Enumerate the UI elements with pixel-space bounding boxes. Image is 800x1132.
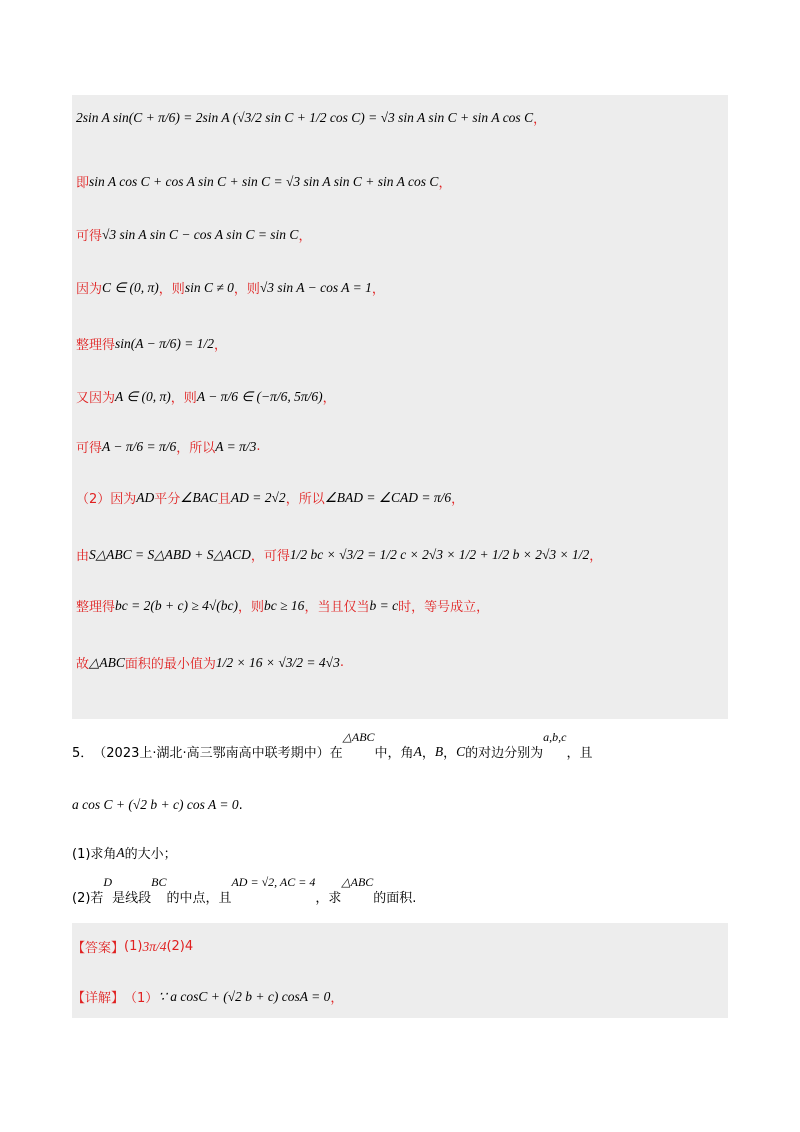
question-5-part-1	[72, 843, 177, 862]
math-expression: √3 sin A − cos A = 1	[259, 279, 372, 295]
math-expression: bc = 2(b + c) ≥ 4√(bc)	[115, 597, 239, 613]
text: 又因为	[76, 391, 116, 406]
punct: ，	[298, 229, 312, 244]
math-expression: sin C ≠ 0	[184, 279, 234, 295]
punct: ，	[322, 391, 336, 406]
math-expression: △ABC	[341, 875, 374, 889]
text: 的中点，且	[166, 891, 232, 906]
punct: ，	[330, 991, 344, 1006]
math-expression: AD = 2√2	[230, 489, 286, 505]
math-expression: sin(A − π/6) = 1/2	[115, 335, 214, 351]
punct: ，	[421, 746, 435, 761]
text: 面积的最小值为	[124, 657, 216, 672]
solution-line-7	[76, 437, 261, 456]
math-expression: a cos C + (√2 b + c) cos A = 0	[72, 797, 239, 812]
text: （2）因为	[76, 492, 137, 507]
text: 故	[76, 657, 90, 672]
text: 的对边分别为	[465, 746, 544, 761]
text: 且	[217, 492, 231, 507]
math-expression: △ABC	[89, 654, 125, 670]
math-expression: △ABC	[342, 730, 375, 744]
math-expression: ∠BAC	[180, 489, 218, 505]
math-expression: A − π/6 ∈ (−π/6, 5π/6)	[196, 388, 323, 404]
text: ，则	[238, 600, 265, 615]
math-expression: ∵ a cosC + (√2 b + c) cosA = 0	[158, 988, 331, 1004]
math-expression: AD = √2, AC = 4	[231, 875, 316, 889]
text: 可得	[76, 229, 103, 244]
math-expression: AD	[136, 489, 155, 505]
text: 即	[76, 176, 90, 191]
punct: ，	[589, 549, 603, 564]
punct: ，	[451, 492, 465, 507]
text: (2)若	[72, 891, 104, 906]
text: 因为	[76, 282, 103, 297]
math-expression: A − π/6 = π/6	[102, 438, 177, 454]
detail-label: 【详解】	[72, 991, 125, 1006]
math-expression: A ∈ (0, π)	[115, 388, 171, 404]
text: 由	[76, 549, 90, 564]
math-expression: 2sin A sin(C + π/6) = 2sin A (√3/2 sin C + 1/2 cos C) = √3 sin A sin C + sin A cos C	[76, 109, 534, 125]
text: 是线段	[112, 891, 152, 906]
question-source: （2023上·湖北·高三鄂南高中联考期中）在	[93, 746, 343, 761]
solution-line-8	[76, 488, 464, 507]
solution-line-6	[76, 387, 336, 406]
text: 时，等号成立，	[398, 600, 490, 615]
text: 的大小；	[124, 847, 177, 862]
answer-part-1: (1)	[124, 939, 143, 954]
math-expression: √3 sin A sin C − cos A sin C = sin C	[102, 226, 299, 242]
math-expression: S△ABC = S△ABD + S△ACD	[89, 546, 251, 562]
text: ，所以	[285, 492, 325, 507]
solution-line-4	[76, 278, 385, 297]
text: 中，角	[374, 746, 414, 761]
math-var: D	[103, 875, 113, 889]
question-5-part-2	[72, 875, 417, 906]
solution-line-5	[76, 334, 227, 353]
solution-line-9	[76, 545, 602, 564]
question-5-line-1	[72, 730, 593, 761]
text: ，可得	[250, 549, 290, 564]
math-var: B	[434, 743, 444, 759]
punct: .	[238, 797, 243, 813]
solution-line-2	[76, 172, 451, 191]
text: ，则	[158, 282, 185, 297]
math-expression: C ∈ (0, π)	[102, 279, 159, 295]
math-var: C	[456, 743, 466, 759]
text: 整理得	[76, 600, 116, 615]
math-var: A	[413, 743, 422, 759]
math-expression: b = c	[369, 597, 399, 613]
text: 可得	[76, 441, 103, 456]
punct: ，	[371, 282, 385, 297]
math-expression: ∠BAD = ∠CAD = π/6	[324, 489, 452, 505]
detail-number: （1）	[124, 991, 159, 1006]
text: (1)求角	[72, 847, 117, 862]
text: 的面积.	[373, 891, 417, 906]
text: ，求	[315, 891, 342, 906]
text: ，则	[233, 282, 260, 297]
solution-line-10	[76, 596, 489, 615]
question-5-condition	[72, 797, 243, 813]
solution-line-3	[76, 225, 311, 244]
solution-line-11	[76, 653, 344, 672]
math-expression: 1/2 × 16 × √3/2 = 4√3	[215, 654, 340, 670]
punct: ，	[214, 338, 228, 353]
question-number: 5．	[72, 746, 94, 761]
math-expression: sin A cos C + cos A sin C + sin C = √3 sin A sin C + sin A cos C	[89, 173, 439, 189]
punct: ，	[438, 176, 452, 191]
text: ，且	[566, 746, 593, 761]
text: ，则	[170, 391, 197, 406]
answer-line	[72, 937, 193, 956]
text: ，所以	[176, 441, 216, 456]
math-var: BC	[151, 875, 167, 889]
answer-label: 【答案】	[72, 941, 125, 956]
answer-value-1: 3π/4	[142, 938, 167, 954]
text: ，当且仅当	[304, 600, 370, 615]
punct: .	[256, 439, 261, 454]
text: 平分	[154, 492, 181, 507]
math-expression: 1/2 bc × √3/2 = 1/2 c × 2√3 × 1/2 + 1/2 b × 2√3 × 1/2	[289, 546, 590, 562]
text: 整理得	[76, 338, 116, 353]
punct: .	[339, 655, 344, 670]
math-expression: a,b,c	[543, 730, 567, 744]
detail-line	[72, 987, 343, 1006]
math-var: A	[116, 844, 125, 860]
answer-part-2: (2)4	[166, 939, 194, 954]
solution-line-1	[76, 108, 546, 127]
math-expression: A = π/3	[215, 438, 257, 454]
math-expression: bc ≥ 16	[264, 597, 305, 613]
punct: ，	[533, 112, 547, 127]
punct: ，	[443, 746, 457, 761]
